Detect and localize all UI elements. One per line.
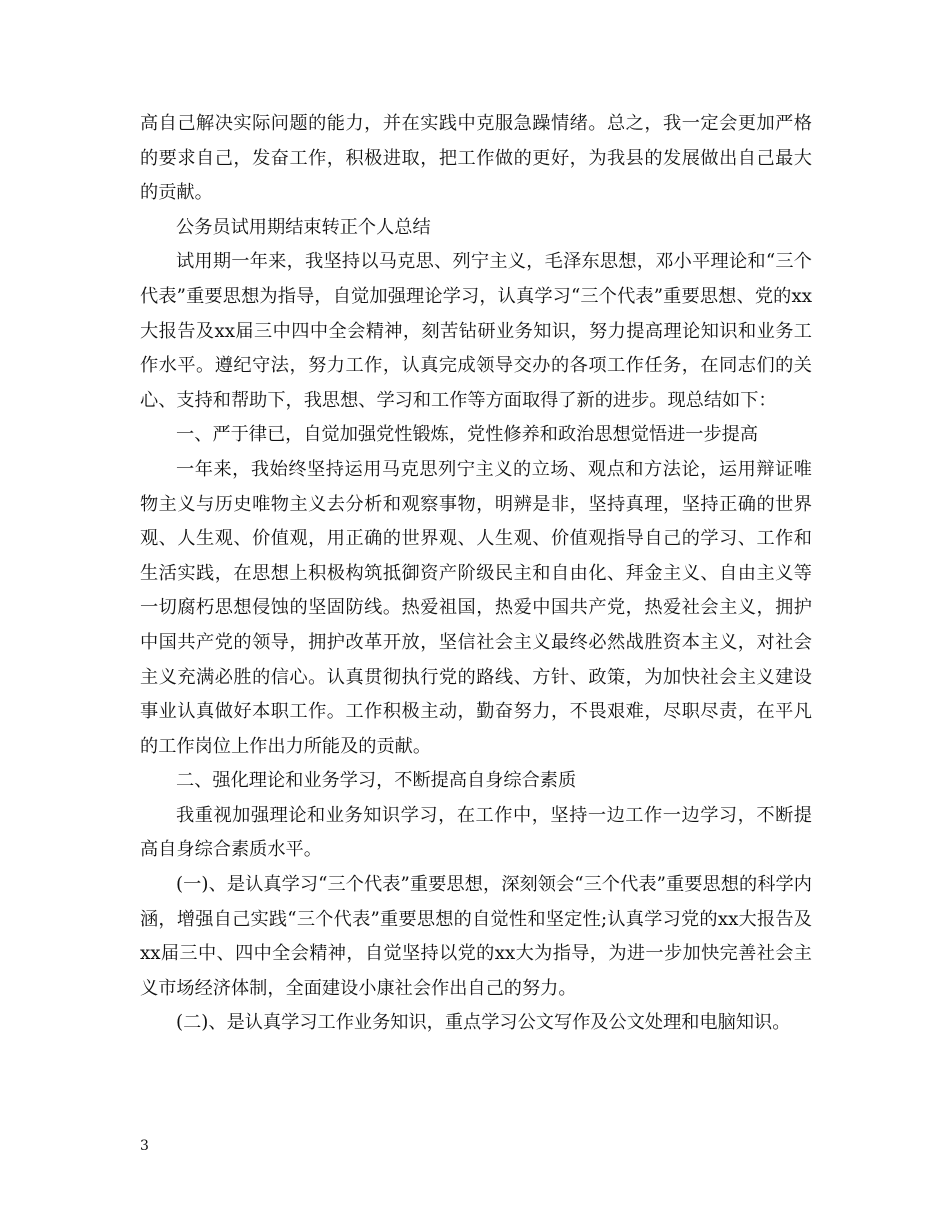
heading-part-two: 二、强化理论和业务学习，不断提高自身综合素质 [176, 770, 577, 792]
paragraph-part-two: 我重视加强理论和业务知识学习，在工作中，坚持一边工作一边学习，不断提高自身综合素质水平。 [140, 804, 812, 861]
paragraph-part-one: 一年来，我始终坚持运用马克思列宁主义的立场、观点和方法论，运用辩证唯物主义与历史唯物主义去分析和观察事物，明辨是非，坚持真理，坚持正确的世界观、人生观、价值观，用正确的世界观、人生观、价值观指导自己的学习、工作和生活实践，在思想上积极构筑抵御资产阶级民主和自由化、拜金主义、自由主义等一切腐朽思想侵蚀的坚固防线。热爱祖国，热爱中国共产党，热爱社会主义，拥护中国共产党的领导，拥护改革开放，坚信社会主义最终必然战胜资本主义，对社会主义充满必胜的信心。认真贯彻执行党的路线、方针、政策，为加快社会主义建设事业认真做好本职工作。工作积极主动，勤奋努力，不畏艰难，尽职尽责，在平凡的工作岗位上作出力所能及的贡献。 [140, 458, 812, 757]
paragraph-item-one: (一)、是认真学习“三个代表”重要思想，深刻领会“三个代表”重要思想的科学内涵，增强自己实践“三个代表”重要思想的自觉性和坚定性;认真学习党的xx大报告及xx届三中、四中全会精神，自觉坚持以党的xx大为指导，为进一步加快完善社会主义市场经济体制，全面建设小康社会作出自己的努力。 [140, 874, 812, 999]
paragraph-intro: 试用期一年来，我坚持以马克思、列宁主义，毛泽东思想，邓小平理论和“三个代表”重要思想为指导，自觉加强理论学习，认真学习“三个代表”重要思想、党的xx大报告及xx届三中四中全会精神，刻苦钻研业务知识，努力提高理论知识和业务工作水平。遵纪守法，努力工作，认真完成领导交办的各项工作任务，在同志们的关心、支持和帮助下，我思想、学习和工作等方面取得了新的进步。现总结如下： [140, 251, 812, 411]
heading-part-one: 一、严于律已，自觉加强党性锻炼，党性修养和政治思想觉悟进一步提高 [176, 424, 759, 446]
paragraph-continuation: 高自己解决实际问题的能力，并在实践中克服急躁情绪。总之，我一定会更加严格的要求自己，发奋工作，积极进取，把工作做的更好，为我县的发展做出自己最大的贡献。 [140, 113, 812, 204]
paragraph-item-two: (二)、是认真学习工作业务知识，重点学习公文写作及公文处理和电脑知识。 [176, 1012, 791, 1034]
section-title: 公务员试用期结束转正个人总结 [176, 216, 431, 238]
document-body [140, 107, 812, 1041]
page-number: 3 [140, 1138, 149, 1154]
